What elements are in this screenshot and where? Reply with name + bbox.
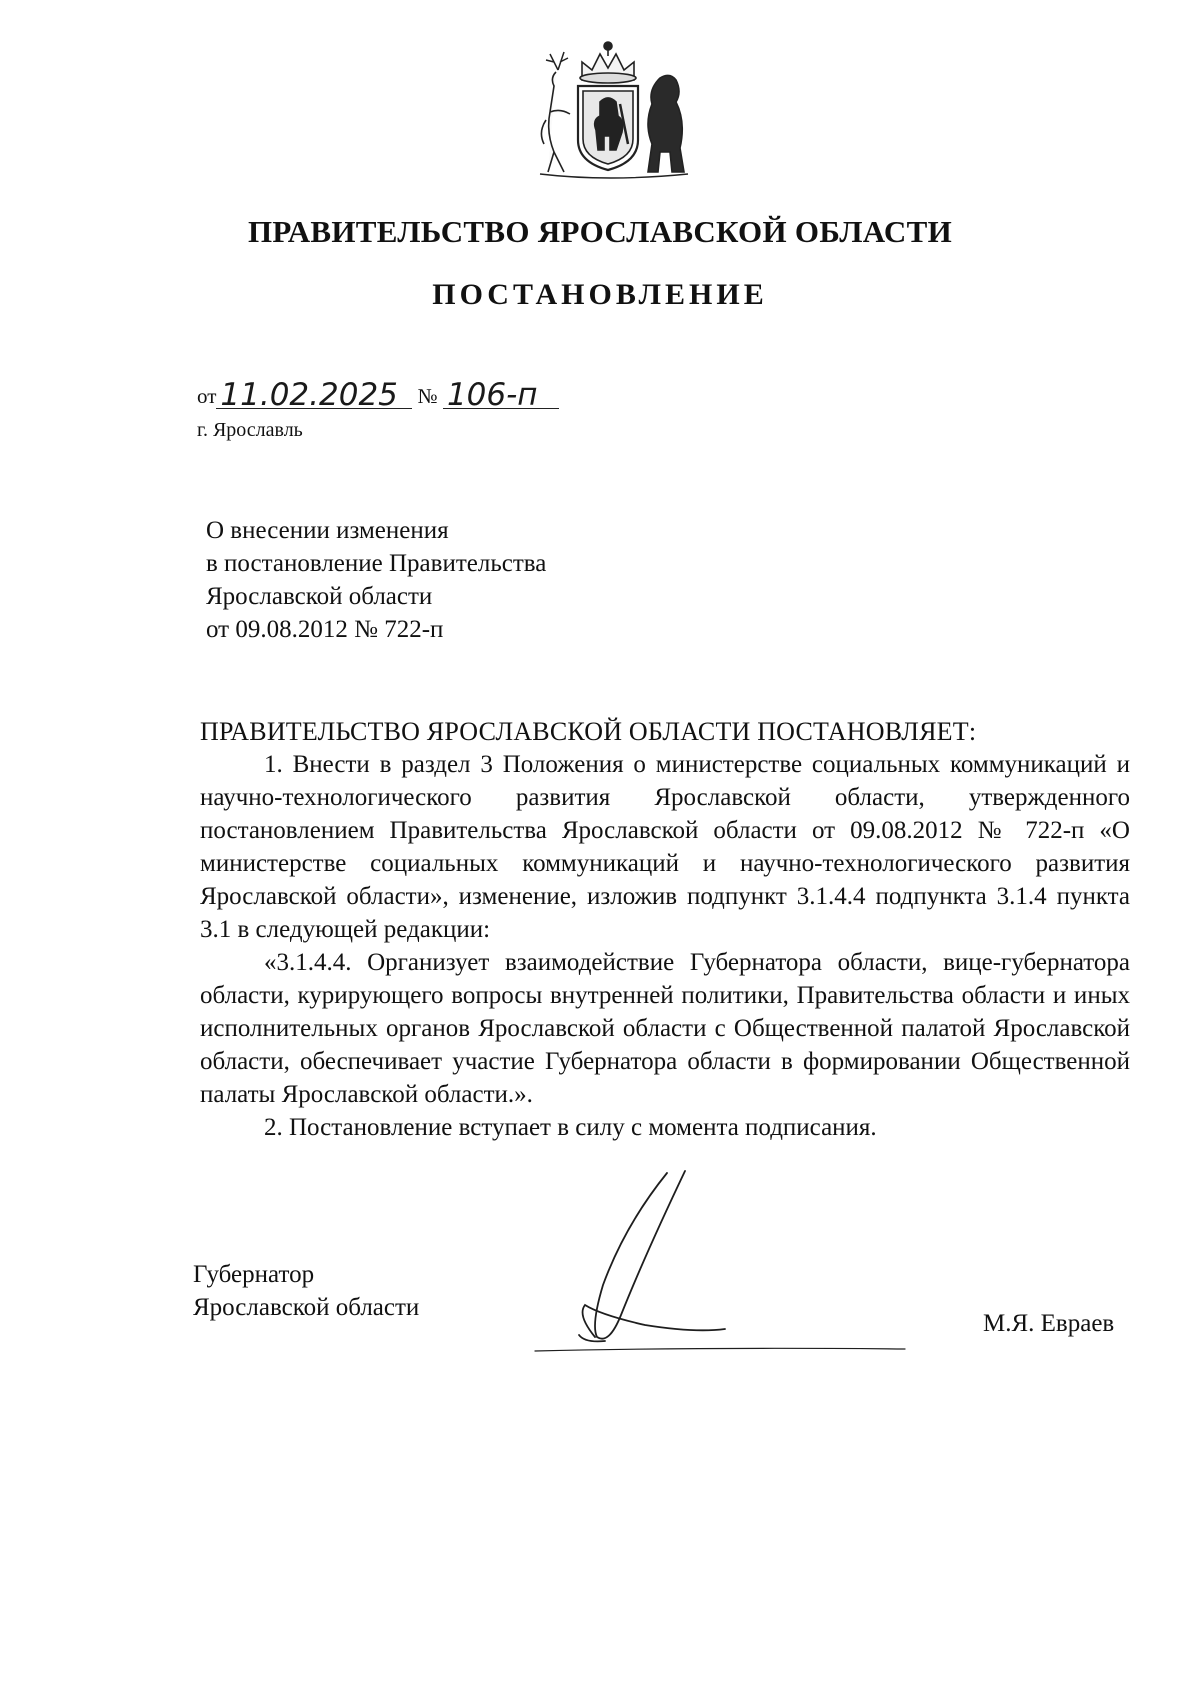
subject-line: Ярославской области bbox=[206, 583, 433, 610]
handwritten-signature bbox=[525, 1165, 915, 1365]
signer-name: М.Я. Евраев bbox=[983, 1310, 1115, 1337]
date-prefix: от bbox=[197, 384, 217, 408]
registration-line bbox=[197, 377, 559, 413]
paragraph-3: 2. Постановление вступает в силу с момента подписания. bbox=[264, 1114, 877, 1141]
paragraph-2: «3.1.4.4. Организует взаимодействие Губернатора области, вице-губернатора области, курирующего вопросы внутренней политики, Правительства области и иных исполнительных органов Ярославской области с Общественной палатой Ярославской области, обеспечивает участие Губернатора области в формировании Общественной палаты Ярославской области.». bbox=[200, 949, 1130, 1108]
resolution-body bbox=[200, 715, 1130, 1144]
city-label: г. Ярославль bbox=[197, 419, 303, 441]
document-subject bbox=[206, 514, 546, 646]
handwritten-date: 11.02.2025 bbox=[216, 382, 412, 409]
coat-of-arms-emblem bbox=[520, 32, 695, 182]
subject-line: в постановление Правительства bbox=[206, 550, 547, 577]
signer-position-line: Ярославской области bbox=[193, 1294, 420, 1321]
signer-position bbox=[193, 1258, 419, 1324]
document-type-title: ПОСТАНОВЛЕНИЕ bbox=[432, 278, 768, 311]
signer-position-line: Губернатор bbox=[193, 1261, 315, 1288]
handwritten-number: 106-п bbox=[443, 382, 559, 409]
subject-line: от 09.08.2012 № 722-п bbox=[206, 616, 444, 643]
paragraph-1: 1. Внести в раздел 3 Положения о министерстве социальных коммуникаций и научно-технологического развития Ярославской области, утвержденного постановлением Правительства Ярославской области от 09.08.2012 № 722-п «О министерстве социальных коммуникаций и научно-технологического развития Ярославской области», изменение, изложив подпункт 3.1.4.4 подпункта 3.1.4 пункта 3.1 в следующей редакции: bbox=[200, 751, 1130, 943]
government-title: ПРАВИТЕЛЬСТВО ЯРОСЛАВСКОЙ ОБЛАСТИ bbox=[248, 214, 952, 249]
resolution-lead: ПРАВИТЕЛЬСТВО ЯРОСЛАВСКОЙ ОБЛАСТИ ПОСТАНОВЛЯЕТ: bbox=[200, 717, 977, 746]
subject-line: О внесении изменения bbox=[206, 517, 449, 544]
number-prefix: № bbox=[417, 384, 438, 408]
